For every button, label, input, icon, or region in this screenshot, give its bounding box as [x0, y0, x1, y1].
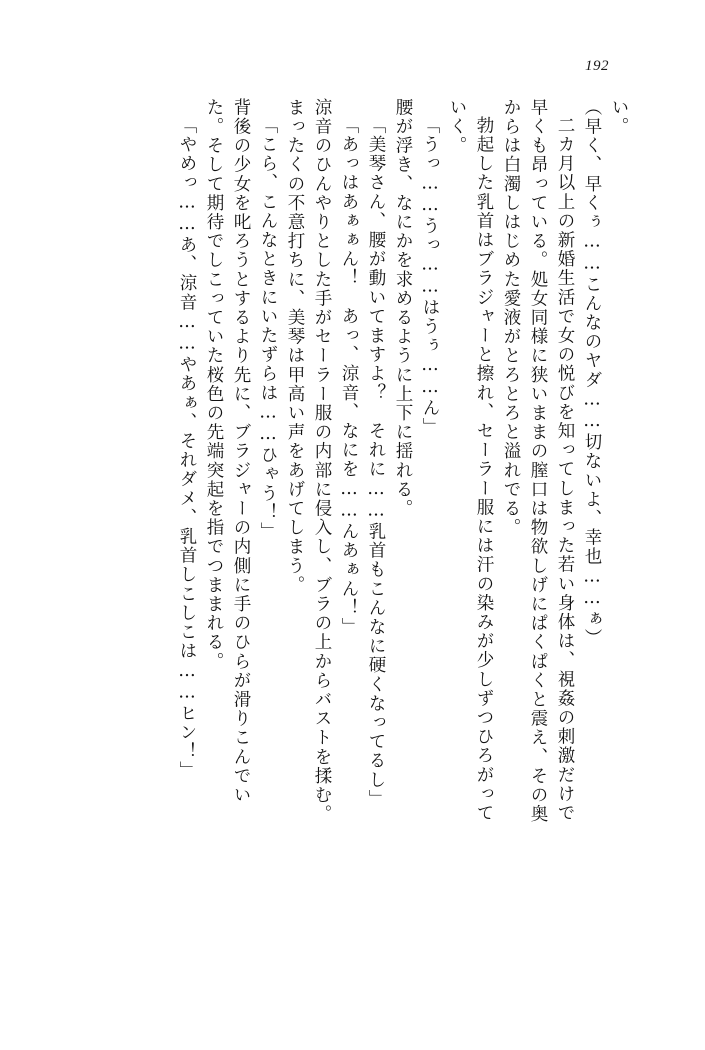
- text-line: 「やめっ……あ、涼音……やあぁ、それダメ、乳首しこしこは……ヒン！」: [177, 116, 197, 781]
- text-line: いく。: [447, 98, 467, 156]
- text-line: 涼音のひんやりとした手がセーラー服の内部に侵入し、ブラの上からバストを揉む。: [312, 98, 332, 824]
- vertical-text-body: [70, 98, 627, 978]
- text-line: 勃起した乳首はブラジャーと擦れ、セーラー服には汗の染みが少しずつひろがって: [474, 116, 494, 823]
- text-line: 二カ月以上の新婚生活で女の悦びを知ってしまった若い身体は、視姦の刺激だけで: [555, 116, 575, 823]
- text-line: た。そして期待でしこっていた桜色の先端突起を指でつままれる。: [204, 98, 224, 671]
- text-line: 「あっはあぁぁん！ あっ、涼音、なにを……んあぁん！」: [339, 116, 359, 637]
- text-line: まったくの不意打ちに、美琴は甲高い声をあげてしまう。: [285, 98, 305, 595]
- text-line: （早く、早くぅ……こんなのヤダ……切ないよ、幸也……ぁ）: [582, 98, 602, 648]
- text-line: 背後の少女を叱ろうとするより先に、ブラジャーの内側に手のひらが滑りこんでい: [231, 98, 251, 805]
- text-line: 「こら、こんなときにいたずらは……ひゃう！」: [258, 116, 278, 542]
- page-number: 192: [585, 58, 609, 74]
- text-line: からは白濁しはじめた愛液がとろとろと溢れでる。: [501, 98, 521, 538]
- text-line: 腰が浮き、なにかを求めるように上下に揺れる。: [393, 98, 413, 519]
- text-line: い。: [609, 98, 629, 137]
- text-line: 早くも昂っている。処女同様に狭いままの膣口は物欲しげにぱくぱくと震え、その奥: [528, 98, 548, 824]
- text-line: 「うっ……うっ……はうぅ……ん」: [420, 116, 440, 437]
- text-line: 「美琴さん、腰が動いてますよ？ それに……乳首もこんなに硬くなってるし」: [366, 116, 386, 809]
